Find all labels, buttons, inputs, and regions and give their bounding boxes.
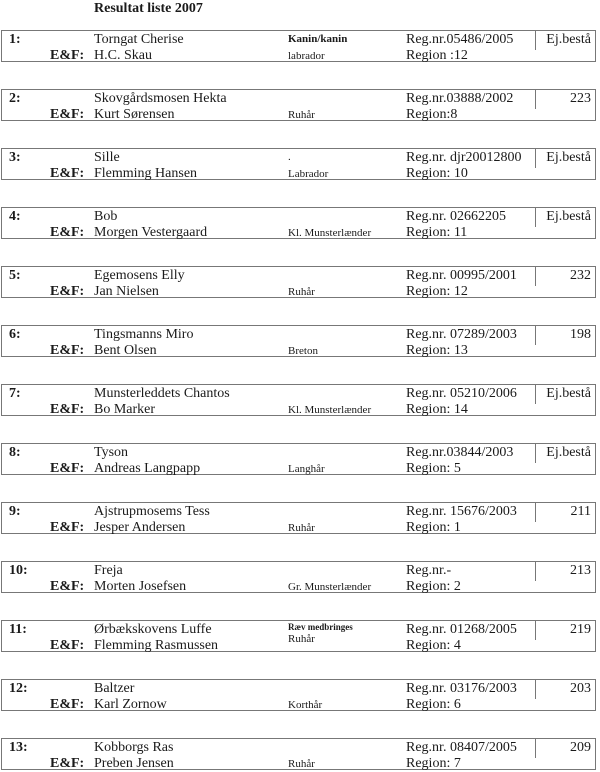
game-note: Kanin/kanin [288,33,348,45]
dog-name: Torngat Cherise [94,32,184,47]
result-value: Ej.bestå [546,445,591,460]
ef-label: E&F: [50,402,85,417]
placement-number: 10: [9,563,28,578]
dog-name: Egemosens Elly [94,268,185,283]
ef-label: E&F: [50,756,85,771]
handler-name: Jan Nielsen [94,284,159,299]
ef-label: E&F: [50,520,85,535]
ef-label: E&F: [50,166,85,181]
breed-label: Labrador [288,168,329,180]
region-label: Region: 14 [406,402,468,417]
result-entry [1,89,596,121]
handler-name: Karl Zornow [94,697,167,712]
registration-number: Reg.nr.- [406,563,452,578]
result-entry [1,502,596,534]
column-divider [535,621,536,640]
column-divider [535,149,536,168]
ef-label: E&F: [50,697,85,712]
ef-label: E&F: [50,579,85,594]
column-divider [535,680,536,699]
placement-number: 4: [9,209,21,224]
handler-name: Morgen Vestergaard [94,225,208,240]
result-entry [1,207,596,239]
result-entry [1,384,596,416]
result-value: 211 [570,504,591,519]
region-label: Region: 1 [406,520,461,535]
dog-name: Skovgårdsmosen Hekta [94,91,227,106]
game-note: . [288,151,291,163]
breed-label: Gr. Munsterlænder [288,581,372,593]
result-entry [1,443,596,475]
result-value: 219 [570,622,591,637]
dog-name: Bob [94,209,118,224]
result-value: 198 [570,327,591,342]
region-label: Region: 12 [406,284,468,299]
dog-name: Ajstrupmosems Tess [94,504,210,519]
handler-name: H.C. Skau [94,48,152,63]
ef-label: E&F: [50,48,85,63]
breed-label: Ruhår [288,109,315,121]
registration-number: Reg.nr. djr20012800 [406,150,522,165]
placement-number: 8: [9,445,21,460]
registration-number: Reg.nr.03844/2003 [406,445,514,460]
registration-number: Reg.nr. 15676/2003 [406,504,517,519]
breed-label: Ruhår [288,758,315,770]
registration-number: Reg.nr. 00995/2001 [406,268,517,283]
result-value: Ej.bestå [546,150,591,165]
result-entry [1,738,596,770]
registration-number: Reg.nr. 07289/2003 [406,327,517,342]
ef-label: E&F: [50,461,85,476]
region-label: Region: 13 [406,343,468,358]
column-divider [535,739,536,758]
dog-name: Ørbækskovens Luffe [94,622,212,637]
result-value: 209 [570,740,591,755]
region-label: Region:8 [406,107,458,122]
registration-number: Reg.nr. 03176/2003 [406,681,517,696]
breed-label: Kl. Munsterlænder [288,227,372,239]
placement-number: 6: [9,327,21,342]
region-label: Region: 2 [406,579,461,594]
handler-name: Bo Marker [94,402,156,417]
handler-name: Bent Olsen [94,343,157,358]
ef-label: E&F: [50,284,85,299]
placement-number: 3: [9,150,21,165]
result-entry [1,620,596,652]
placement-number: 9: [9,504,21,519]
handler-name: Preben Jensen [94,756,174,771]
breed-label: Ruhår [288,522,315,534]
registration-number: Reg.nr.03888/2002 [406,91,514,106]
placement-number: 5: [9,268,21,283]
registration-number: Reg.nr.05486/2005 [406,32,514,47]
dog-name: Munsterleddets Chantos [94,386,230,401]
result-value: 213 [570,563,591,578]
registration-number: Reg.nr. 08407/2005 [406,740,517,755]
result-value: Ej.bestå [546,209,591,224]
dog-name: Tyson [94,445,129,460]
result-entry [1,148,596,180]
column-divider [535,503,536,522]
handler-name: Flemming Rasmussen [94,638,219,653]
dog-name: Tingsmanns Miro [94,327,194,342]
dog-name: Kobborgs Ras [94,740,174,755]
registration-number: Reg.nr. 01268/2005 [406,622,517,637]
column-divider [535,31,536,50]
handler-name: Kurt Sørensen [94,107,175,122]
result-entry [1,266,596,298]
ef-label: E&F: [50,343,85,358]
result-entry [1,679,596,711]
breed-label: Ruhår [288,286,315,298]
handler-name: Flemming Hansen [94,166,198,181]
column-divider [535,90,536,109]
result-value: Ej.bestå [546,32,591,47]
breed-label: Korthår [288,699,323,711]
page-title: Resultat liste 2007 [94,1,203,16]
handler-name: Andreas Langpapp [94,461,201,476]
region-label: Region :12 [406,48,468,63]
placement-number: 2: [9,91,21,106]
dog-name: Freja [94,563,123,578]
placement-number: 13: [9,740,28,755]
region-label: Region: 5 [406,461,461,476]
column-divider [535,208,536,227]
column-divider [535,562,536,581]
dog-name: Sille [94,150,120,165]
region-label: Region: 10 [406,166,468,181]
registration-number: Reg.nr. 02662205 [406,209,506,224]
dog-name: Baltzer [94,681,135,696]
column-divider [535,444,536,463]
column-divider [535,385,536,404]
breed-label: Kl. Munsterlænder [288,404,372,416]
result-value: 232 [570,268,591,283]
registration-number: Reg.nr. 05210/2006 [406,386,517,401]
column-divider [535,267,536,286]
breed-label: Langhår [288,463,325,475]
ef-label: E&F: [50,638,85,653]
breed-label: Ruhår [288,633,315,645]
breed-label: labrador [288,50,325,62]
placement-number: 7: [9,386,21,401]
region-label: Region: 6 [406,697,461,712]
handler-name: Jesper Andersen [94,520,186,535]
region-label: Region: 4 [406,638,461,653]
result-value: 223 [570,91,591,106]
breed-label: Breton [288,345,318,357]
region-label: Region: 7 [406,756,461,771]
placement-number: 11: [9,622,27,637]
ef-label: E&F: [50,107,85,122]
result-entry [1,325,596,357]
placement-number: 12: [9,681,28,696]
region-label: Region: 11 [406,225,468,240]
result-entry [1,561,596,593]
result-value: 203 [570,681,591,696]
result-value: Ej.bestå [546,386,591,401]
column-divider [535,326,536,345]
ef-label: E&F: [50,225,85,240]
game-note: Ræv medbringes [288,622,353,632]
placement-number: 1: [9,32,21,47]
handler-name: Morten Josefsen [94,579,187,594]
result-entry [1,30,596,62]
